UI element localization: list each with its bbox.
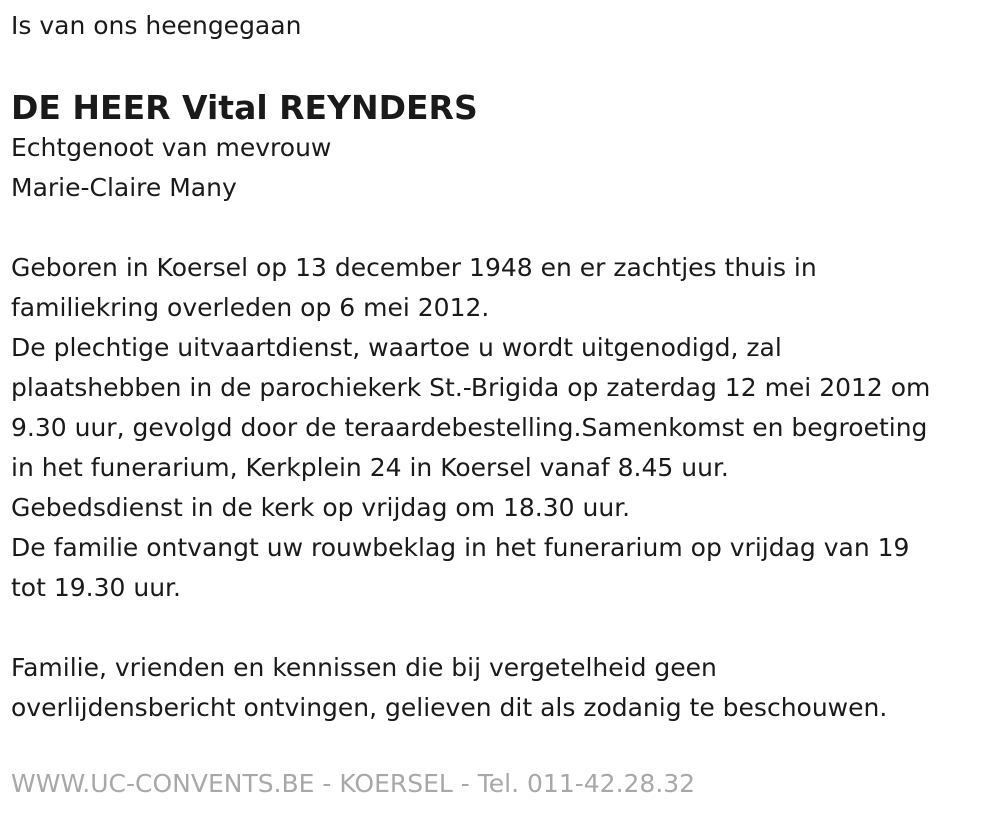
details-line: Geboren in Koersel op 13 december 1948 en er zachtjes thuis in: [11, 253, 817, 282]
details-line: Gebedsdienst in de kerk op vrijdag om 18.30 uur.: [11, 493, 631, 522]
details-line: 9.30 uur, gevolgd door de teraardebestelling.Samenkomst en begroeting: [11, 413, 928, 442]
closing-line: Familie, vrienden en kennissen die bij vergetelheid geen: [11, 653, 717, 682]
spouse-line: Marie-Claire Many: [11, 173, 237, 202]
deceased-name: DE HEER Vital REYNDERS: [11, 88, 478, 127]
spouse-block: [11, 128, 1000, 208]
closing-line: overlijdensbericht ontvingen, gelieven dit als zodanig te beschouwen.: [11, 693, 888, 722]
footer-contact: WWW.UC-CONVENTS.BE - KOERSEL - Tel. 011-42.28.32: [11, 769, 696, 798]
details-line: plaatshebben in de parochiekerk St.-Brigida op zaterdag 12 mei 2012 om: [11, 373, 931, 402]
details-line: in het funerarium, Kerkplein 24 in Koersel vanaf 8.45 uur.: [11, 453, 729, 482]
details-line: tot 19.30 uur.: [11, 573, 181, 602]
details-block: [11, 248, 1000, 608]
spouse-line: Echtgenoot van mevrouw: [11, 133, 332, 162]
details-line: familiekring overleden op 6 mei 2012.: [11, 293, 490, 322]
intro-text: Is van ons heengegaan: [11, 11, 302, 40]
details-line: De familie ontvangt uw rouwbeklag in het funerarium op vrijdag van 19: [11, 533, 910, 562]
closing-block: [11, 648, 1000, 728]
details-line: De plechtige uitvaartdienst, waartoe u wordt uitgenodigd, zal: [11, 333, 782, 362]
